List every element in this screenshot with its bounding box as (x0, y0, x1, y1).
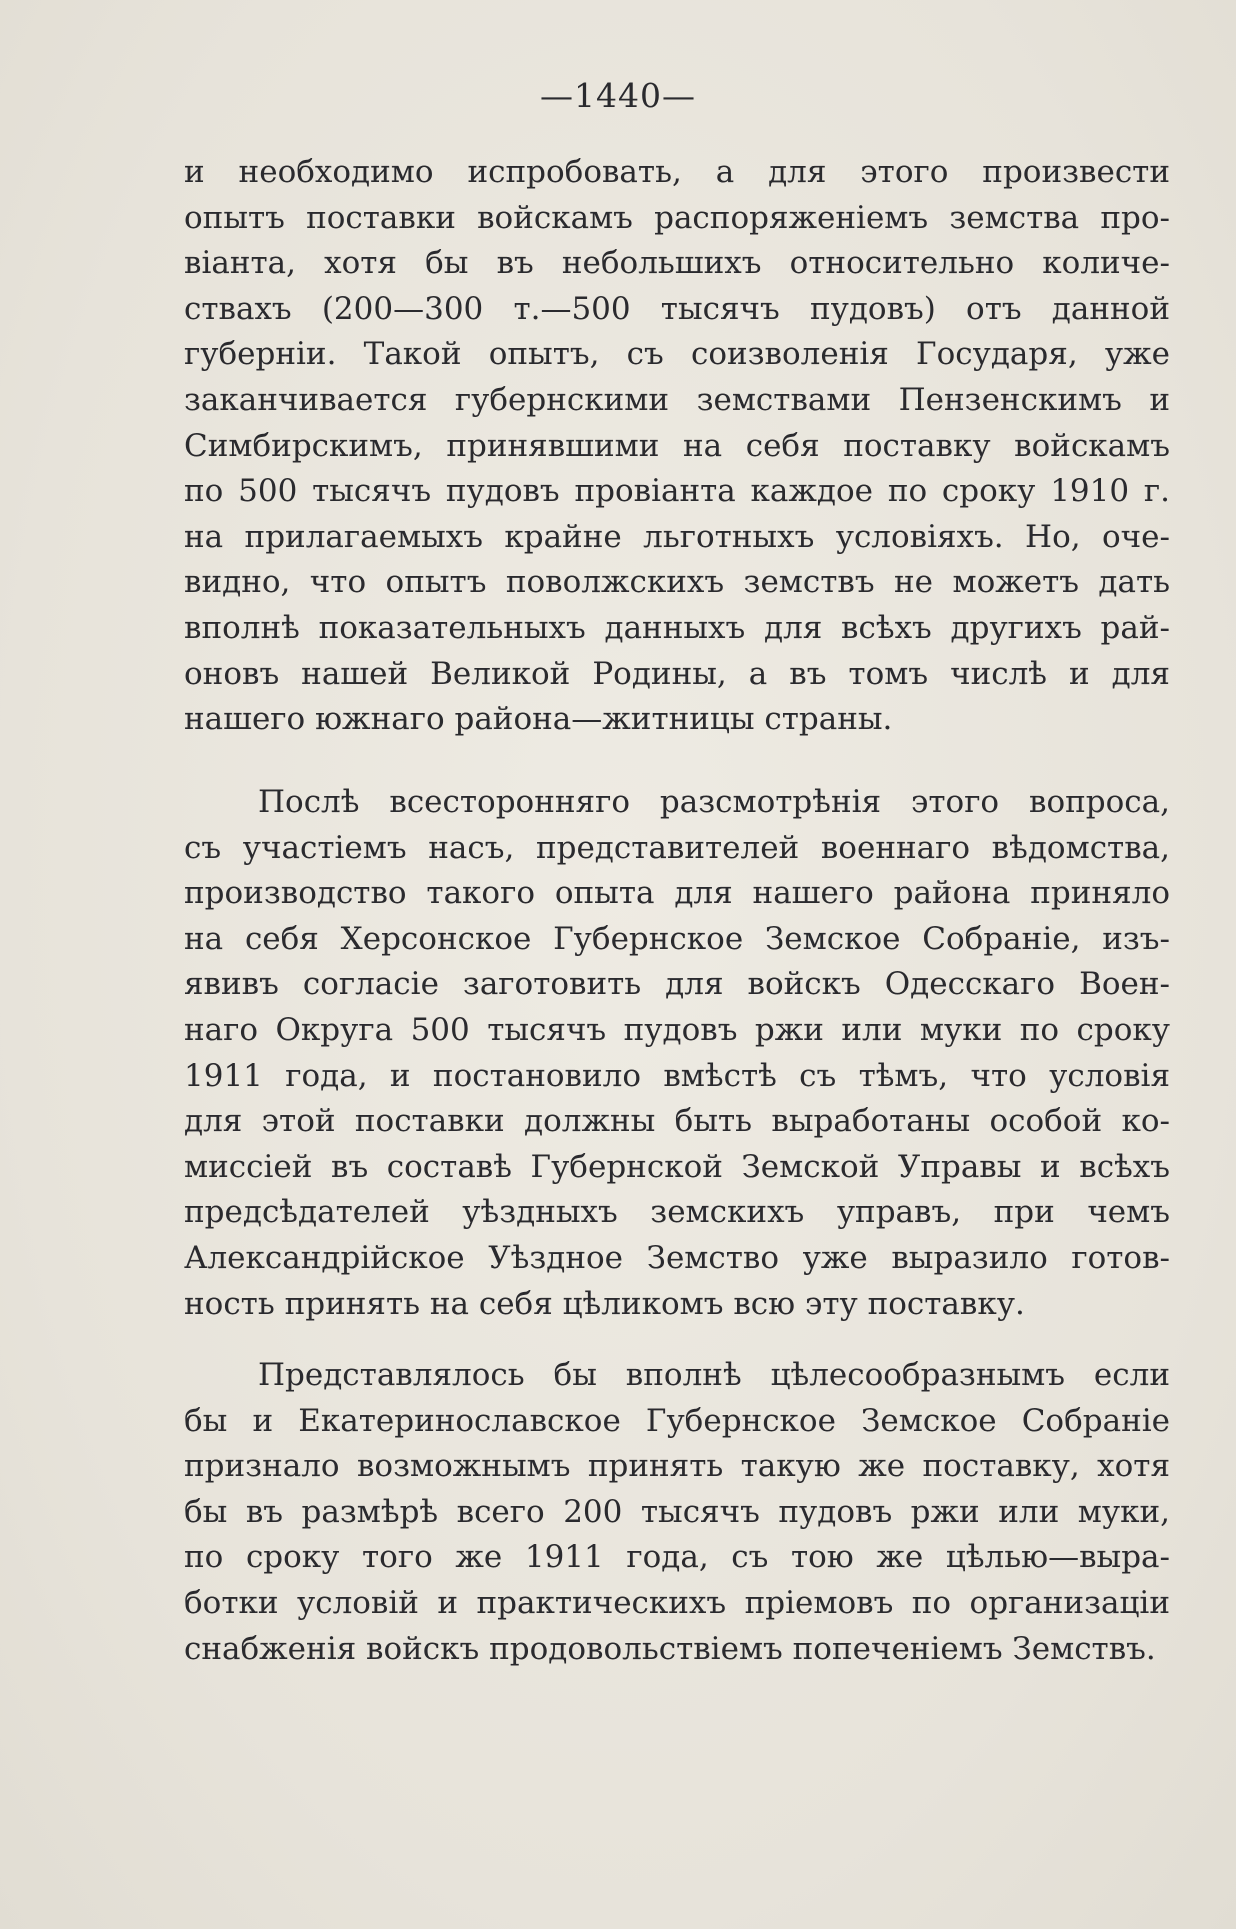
text-line: ботки условій и практическихъ пріемовъ по организаціи (184, 1584, 1170, 1621)
text-line: видно, что опытъ поволжскихъ земствъ не можетъ дать (184, 564, 1170, 601)
text-line: оновъ нашей Великой Родины, а въ томъ числѣ и для (184, 655, 1170, 692)
text-line: вполнѣ показательныхъ данныхъ для всѣхъ другихъ рай- (184, 609, 1170, 646)
text-line: ствахъ (200—300 т.—500 тысячъ пудовъ) отъ данной (184, 290, 1170, 327)
text-line: нашего южнаго района—житницы страны. (184, 701, 893, 738)
text-line: признало возможнымъ принять такую же поставку, хотя (184, 1448, 1170, 1485)
paragraph-3 (184, 1353, 1170, 1672)
text-line: по 500 тысячъ пудовъ провіанта каждое по сроку 1910 г. (184, 473, 1170, 510)
text-line: на себя Херсонское Губернское Земское Собраніе, изъ- (184, 920, 1170, 957)
text-line: явивъ согласіе заготовить для войскъ Одесскаго Воен- (184, 966, 1170, 1003)
text-line: 1911 года, и постановило вмѣстѣ съ тѣмъ, что условія (184, 1057, 1170, 1094)
text-line: съ участіемъ насъ, представителей военнаго вѣдомства, (184, 829, 1170, 866)
paragraph-1 (184, 150, 1170, 743)
text-line: по сроку того же 1911 года, съ тою же цѣлью—выра- (184, 1539, 1170, 1576)
text-line: заканчивается губернскими земствами Пензенскимъ и (184, 381, 1170, 418)
text-line: Симбирскимъ, принявшими на себя поставку войскамъ (184, 427, 1170, 464)
text-line: и необходимо испробовать, а для этого произвести (184, 154, 1170, 190)
text-line: Александрійское Уѣздное Земство уже выразило готов- (184, 1239, 1170, 1276)
text-line: віанта, хотя бы въ небольшихъ относительно количе- (184, 245, 1170, 282)
text-line: бы въ размѣрѣ всего 200 тысячъ пудовъ ржи или муки, (184, 1493, 1170, 1530)
text-line: опытъ поставки войскамъ распоряженіемъ земства про- (184, 199, 1170, 236)
text-line: Послѣ всесторонняго разсмотрѣнія этого вопроса, (258, 784, 1170, 820)
text-line: Представлялось бы вполнѣ цѣлесообразнымъ если (258, 1357, 1170, 1393)
text-line: ность принять на себя цѣликомъ всю эту поставку. (184, 1285, 1025, 1322)
text-line: бы и Екатеринославское Губернское Земское Собраніе (184, 1402, 1170, 1439)
text-line: производство такого опыта для нашего района приняло (184, 875, 1170, 912)
text-line: наго Округа 500 тысячъ пудовъ ржи или муки по сроку (184, 1011, 1170, 1048)
text-line: на прилагаемыхъ крайне льготныхъ условіяхъ. Но, оче- (184, 518, 1170, 555)
paragraph-2 (184, 780, 1170, 1327)
text-line: губерніи. Такой опытъ, съ соизволенія Государя, уже (184, 336, 1170, 373)
text-line: снабженія войскъ продовольствіемъ попеченіемъ Земствъ. (184, 1630, 1156, 1667)
text-line: миссіей въ составѣ Губернской Земской Управы и всѣхъ (184, 1148, 1170, 1185)
text-line: для этой поставки должны быть выработаны особой ко- (184, 1103, 1170, 1140)
text-line: предсѣдателей уѣздныхъ земскихъ управъ, при чемъ (184, 1194, 1170, 1231)
page-number: —1440— (540, 76, 696, 115)
